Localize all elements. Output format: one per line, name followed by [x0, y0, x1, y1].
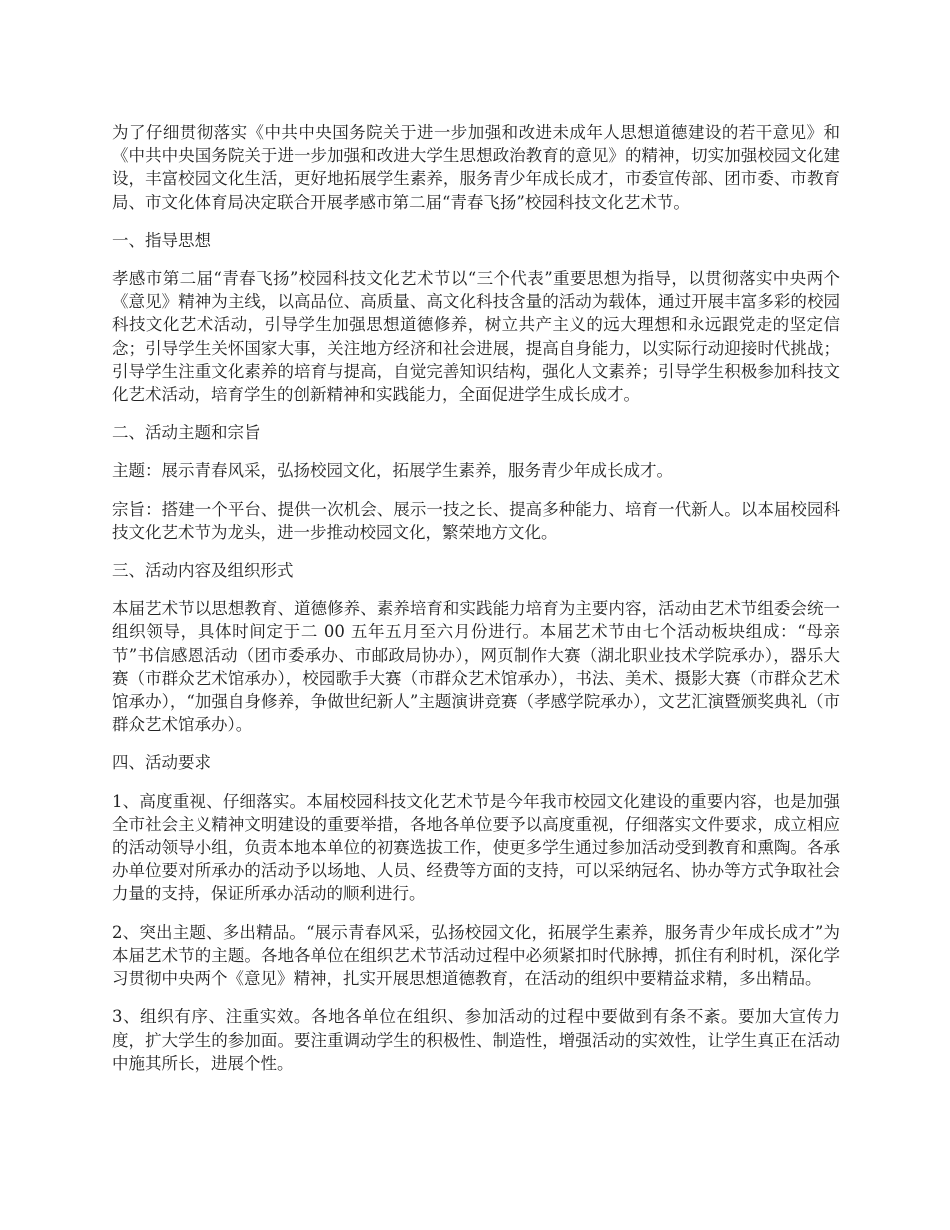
intro-paragraph: 为了仔细贯彻落实《中共中央国务院关于进一步加强和改进未成年人思想道德建设的若干意见》和《中共中央国务院关于进一步加强和改进大学生思想政治教育的意见》的精神，切实加强校园文化建设，丰富校园文化生活，更好地拓展学生素养，服务青少年成长成才，市委宣传部、团市委、市教育局、市文化体育局决定联合开展孝感市第二届“青春飞扬”校园科技文化艺术节。: [112, 123, 840, 212]
guiding-ideology-paragraph: 孝感市第二届“青春飞扬”校园科技文化艺术节以“三个代表”重要思想为指导，以贯彻落实中央两个《意见》精神为主线，以高品位、高质量、高文化科技含量的活动为载体，通过开展丰富多彩的校园科技文化艺术活动，引导学生加强思想道德修养，树立共产主义的远大理想和永远跟党走的坚定信念；引导学生关怀国家大事，关注地方经济和社会进展，提高自身能力，以实际行动迎接时代挑战；引导学生注重文化素养的培育与提高，自觉完善知识结构，强化人文素养；引导学生积极参加科技文化艺术活动，培育学生的创新精神和实践能力，全面促进学生成长成才。: [112, 269, 840, 405]
section-heading-requirements: 四、活动要求: [112, 753, 211, 773]
purpose-paragraph: 宗旨：搭建一个平台、提供一次机会、展示一技之长、提高多种能力、培育一代新人。以本届校园科技文化艺术节为龙头，进一步推动校园文化，繁荣地方文化。: [112, 499, 840, 542]
requirement-item-2: 2、突出主题、多出精品。“展示青春风采，弘扬校园文化，拓展学生素养，服务青少年成长成才”为本届艺术节的主题。各地各单位在组织艺术节活动过程中必须紧扣时代脉搏，抓住有利时机，深化学习贯彻中央两个《意见》精神，扎实开展思想道德教育，在活动的组织中要精益求精，多出精品。: [112, 922, 840, 989]
theme-paragraph: 主题：展示青春风采，弘扬校园文化，拓展学生素养，服务青少年成长成才。: [112, 461, 673, 481]
section-heading-guiding-ideology: 一、指导思想: [112, 230, 211, 250]
section-heading-content-organization: 三、活动内容及组织形式: [112, 561, 294, 581]
content-organization-paragraph: 本届艺术节以思想教育、道德修养、素养培育和实践能力培育为主要内容，活动由艺术节组委会统一组织领导，具体时间定于二 00 五年五月至六月份进行。本届艺术节由七个活动板块组成：“母亲节”书信感恩活动（团市委承办、市邮政局协办），网页制作大赛（湖北职业技术学院承办），器乐大赛（市群众艺术馆承办），校园歌手大赛（市群众艺术馆承办），书法、美术、摄影大赛（市群众艺术馆承办），“加强自身修养，争做世纪新人”主题演讲竞赛（孝感学院承办），文艺汇演暨颁奖典礼（市群众艺术馆承办）。: [112, 599, 840, 735]
section-heading-theme-purpose: 二、活动主题和宗旨: [112, 423, 261, 443]
requirement-item-3: 3、组织有序、注重实效。各地各单位在组织、参加活动的过程中要做到有条不紊。要加大宣传力度，扩大学生的参加面。要注重调动学生的积极性、制造性，增强活动的实效性，让学生真正在活动中施其所长，进展个性。: [112, 1007, 840, 1073]
requirement-item-1: 1、高度重视、仔细落实。本届校园科技文化艺术节是今年我市校园文化建设的重要内容，也是加强全市社会主义精神文明建设的重要举措，各地各单位要予以高度重视，仔细落实文件要求，成立相应的活动领导小组，负责本地本单位的初赛选拔工作，使更多学生通过参加活动受到教育和熏陶。各承办单位要对所承办的活动予以场地、人员、经费等方面的支持，可以采纳冠名、协办等方式争取社会力量的支持，保证所承办活动的顺利进行。: [112, 791, 840, 904]
document-page: [112, 121, 840, 1090]
